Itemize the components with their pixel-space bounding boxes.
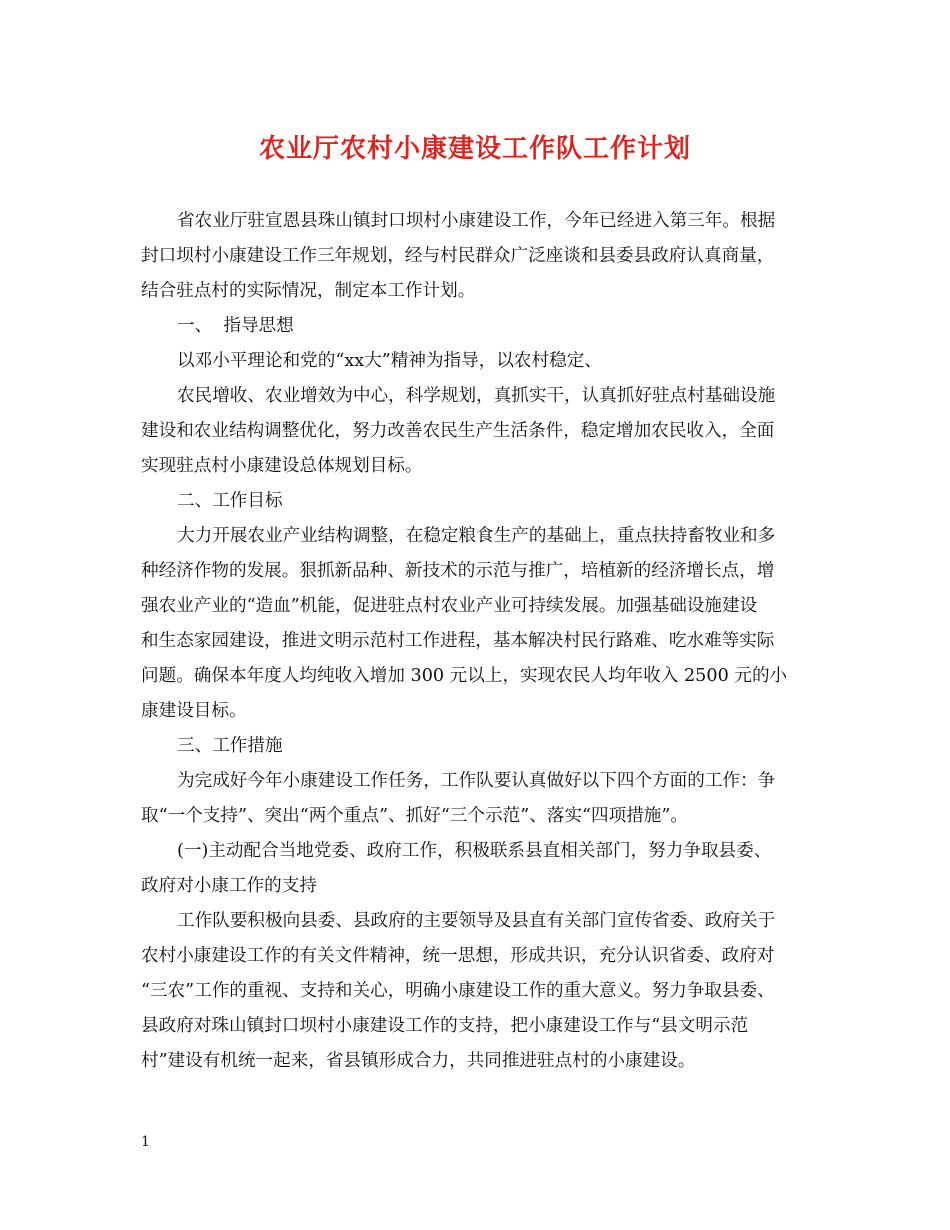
- paragraph-line: 和生态家园建设，推进文明示范村工作进程，基本解决村民行路难、吃水难等实际: [141, 631, 775, 651]
- page-number: 1: [141, 1134, 150, 1150]
- paragraph-line: 取“一个支持”、突出“两个重点”、抓好“三个示范”、落实“四项措施”。: [141, 806, 688, 826]
- document-title: 农业厅农村小康建设工作队工作计划: [258, 134, 691, 164]
- paragraph-line: 为完成好今年小康建设工作任务，工作队要认真做好以下四个方面的工作：争: [177, 771, 776, 791]
- paragraph-line: 实现驻点村小康建设总体规划目标。: [141, 456, 423, 476]
- paragraph-line: 农村小康建设工作的有关文件精神，统一思想，形成共识，充分认识省委、政府对: [141, 946, 775, 966]
- paragraph-line: 康建设目标。: [141, 701, 247, 721]
- subsection-heading: (一)主动配合当地党委、政府工作，积极联系县直相关部门，努力争取县委、: [177, 841, 772, 861]
- paragraph-line: 强农业产业的“造血”机能，促进驻点村农业产业可持续发展。加强基础设施建设: [141, 596, 758, 616]
- paragraph-line: 封口坝村小康建设工作三年规划，经与村民群众广泛座谈和县委县政府认真商量，: [141, 246, 775, 266]
- paragraph-line: 问题。确保本年度人均纯收入增加 300 元以上，实现农民人均年收入 2500 元的小: [141, 666, 788, 686]
- subsection-heading: 政府对小康工作的支持: [141, 876, 317, 896]
- section-heading: 二、工作目标: [177, 491, 283, 511]
- paragraph-line: 大力开展农业产业结构调整，在稳定粮食生产的基础上，重点扶持畜牧业和多: [177, 526, 776, 546]
- paragraph-line: 县政府对珠山镇封口坝村小康建设工作的支持，把小康建设工作与“县文明示范: [141, 1016, 749, 1036]
- section-heading: 三、工作措施: [177, 736, 283, 756]
- paragraph-line: 农民增收、农业增效为中心，科学规划，真抓实干，认真抓好驻点村基础设施: [177, 386, 776, 406]
- section-heading: 一、 指导思想: [177, 316, 294, 336]
- paragraph-line: 结合驻点村的实际情况，制定本工作计划。: [141, 281, 476, 301]
- paragraph-line: “三农”工作的重视、支持和关心，明确小康建设工作的重大意义。努力争取县委、: [141, 981, 775, 1001]
- paragraph-line: 工作队要积极向县委、县政府的主要领导及县直有关部门宣传省委、政府关于: [177, 911, 776, 931]
- paragraph-line: 省农业厅驻宣恩县珠山镇封口坝村小康建设工作，今年已经进入第三年。根据: [177, 211, 776, 231]
- paragraph-line: 建设和农业结构调整优化，努力改善农民生产生活条件，稳定增加农民收入，全面: [141, 421, 775, 441]
- paragraph-line: 以邓小平理论和党的“xx大”精神为指导，以农村稳定、: [177, 351, 602, 371]
- paragraph-line: 村”建设有机统一起来，省县镇形成合力，共同推进驻点村的小康建设。: [141, 1051, 696, 1071]
- paragraph-line: 种经济作物的发展。狠抓新品种、新技术的示范与推广，培植新的经济增长点，增: [141, 561, 775, 581]
